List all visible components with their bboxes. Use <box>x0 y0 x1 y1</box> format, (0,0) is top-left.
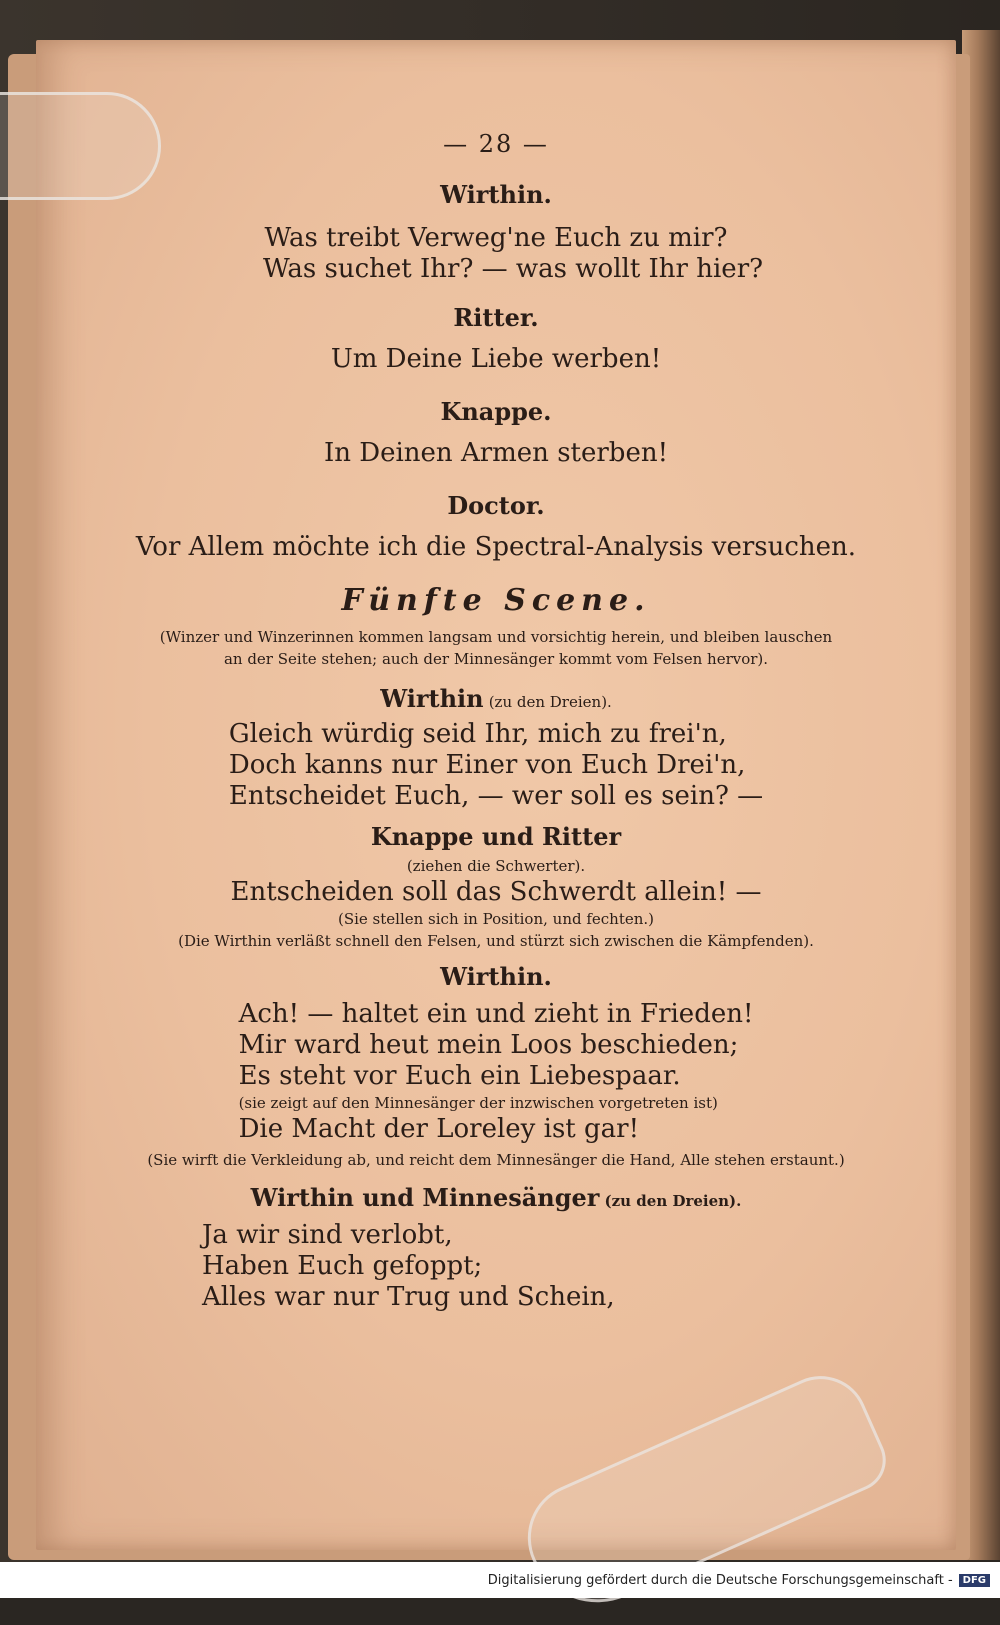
dfg-logo: DFG <box>959 1574 990 1587</box>
verse-line: Um Deine Liebe werben! <box>330 344 662 374</box>
block-wirthin-3 <box>36 962 956 1171</box>
verse-line: Gleich würdig seid Ihr, mich zu frei'n, <box>228 719 727 749</box>
aside: (ziehen die Schwerter). <box>406 857 586 875</box>
plastic-clip-top <box>0 92 161 200</box>
verse-group <box>229 719 763 812</box>
speaker-label: Ritter. <box>453 303 539 332</box>
verse-line: Vor Allem möchte ich die Spectral-Analysis versuchen. <box>135 532 857 562</box>
verse-group <box>36 1220 956 1313</box>
stage-direction: (Die Wirthin verläßt schnell den Felsen, und stürzt sich zwischen die Kämpfenden). <box>178 932 814 950</box>
verse-line: Es steht vor Euch ein Liebespaar. <box>238 1061 681 1091</box>
block-final <box>36 1183 956 1313</box>
verse-line: In Deinen Armen sterben! <box>323 438 669 468</box>
footer-text: Digitalisierung gefördert durch die Deutsche Forschungsgemeinschaft - <box>487 1572 953 1588</box>
page-number: — 28 — <box>443 130 549 158</box>
scene-title: Fünfte Scene. <box>341 583 651 618</box>
aside: (zu den Dreien). <box>488 693 612 711</box>
speaker-label: Knappe und Ritter <box>370 822 622 851</box>
block-wirthin-2 <box>36 684 956 812</box>
block-doctor <box>36 491 956 563</box>
speaker-label: Doctor. <box>447 491 545 520</box>
stage-direction: (Sie wirft die Verkleidung ab, und reicht dem Minnesänger die Hand, Alle stehen erstaunt.) <box>147 1151 845 1169</box>
speaker-label: Knappe. <box>440 397 552 426</box>
verse-line: Haben Euch gefoppt; <box>202 1251 483 1281</box>
verse-line: Ja wir sind verlobt, <box>202 1220 453 1250</box>
block-ritter <box>36 303 956 375</box>
verse-line: Was treibt Verweg'ne Euch zu mir? <box>264 223 728 253</box>
footer-credit <box>0 1562 1000 1598</box>
verse-line: Alles war nur Trug und Schein, <box>202 1282 615 1312</box>
verse-line: Ach! — haltet ein und zieht in Frieden! <box>238 999 754 1029</box>
speaker-label: Wirthin <box>380 684 484 713</box>
verse-line: Die Macht der Loreley ist gar! <box>238 1114 640 1144</box>
aside: (zu den Dreien). <box>604 1192 742 1210</box>
scene-heading-block <box>36 583 956 670</box>
speaker-label: Wirthin und Minnesänger <box>250 1183 600 1212</box>
verse-line: Entscheidet Euch, — wer soll es sein? — <box>228 781 764 811</box>
verse-line: Was suchet Ihr? — was wollt Ihr hier? <box>262 254 764 284</box>
page-content <box>36 40 956 1313</box>
stage-direction: (Winzer und Winzerinnen kommen langsam und vorsichtig herein, und bleiben lauschen <box>159 628 833 646</box>
verse-line: Entscheiden soll das Schwerdt allein! — <box>230 877 762 907</box>
verse-line: Doch kanns nur Einer von Euch Drei'n, <box>228 750 746 780</box>
speaker-label: Wirthin. <box>440 962 552 991</box>
block-knappe-ritter <box>36 822 956 952</box>
stage-direction: an der Seite stehen; auch der Minnesänger kommt vom Felsen hervor). <box>223 650 769 668</box>
speaker-label: Wirthin. <box>440 180 552 209</box>
stage-direction: (Sie stellen sich in Position, und fechten.) <box>337 910 655 928</box>
block-wirthin-1 <box>36 180 956 285</box>
stage-direction: (sie zeigt auf den Minnesänger der inzwischen vorgetreten ist) <box>238 1094 718 1112</box>
verse-group <box>239 999 754 1145</box>
block-knappe <box>36 397 956 469</box>
verse-line: Mir ward heut mein Loos beschieden; <box>238 1030 739 1060</box>
